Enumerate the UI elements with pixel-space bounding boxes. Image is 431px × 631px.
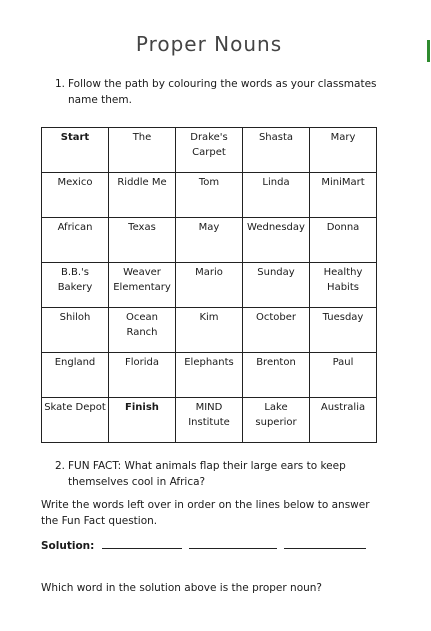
grid-cell[interactable]: October xyxy=(243,308,310,353)
grid-cell[interactable]: Donna xyxy=(310,218,377,263)
grid-cell[interactable]: B.B.'s Bakery xyxy=(42,263,109,308)
answer-blank-2[interactable] xyxy=(189,537,277,549)
grid-cell[interactable]: Mary xyxy=(310,128,377,173)
grid-row xyxy=(42,128,377,173)
answer-blank-1[interactable] xyxy=(102,537,182,549)
grid-cell[interactable]: Weaver Elementary xyxy=(109,263,176,308)
grid-row xyxy=(42,308,377,353)
grid-cell[interactable]: Kim xyxy=(176,308,243,353)
grid-cell[interactable]: Healthy Habits xyxy=(310,263,377,308)
grid-cell[interactable]: Paul xyxy=(310,353,377,398)
grid-cell[interactable]: May xyxy=(176,218,243,263)
grid-row xyxy=(42,173,377,218)
grid-cell[interactable]: Ocean Ranch xyxy=(109,308,176,353)
word-grid xyxy=(41,127,377,443)
grid-cell[interactable]: Australia xyxy=(310,398,377,443)
grid-cell[interactable]: Tuesday xyxy=(310,308,377,353)
grid-cell[interactable]: Shasta xyxy=(243,128,310,173)
grid-cell[interactable]: Brenton xyxy=(243,353,310,398)
grid-cell[interactable]: Shiloh xyxy=(42,308,109,353)
grid-cell[interactable]: Skate Depot xyxy=(42,398,109,443)
grid-cell[interactable]: African xyxy=(42,218,109,263)
grid-cell[interactable]: Riddle Me xyxy=(109,173,176,218)
grid-row xyxy=(42,353,377,398)
final-question: Which word in the solution above is the proper noun? xyxy=(41,582,323,594)
page-title: Proper Nouns xyxy=(135,32,283,56)
grid-cell[interactable]: Lake superior xyxy=(243,398,310,443)
grid-cell[interactable]: Wednesday xyxy=(243,218,310,263)
grid-cell[interactable]: Drake's Carpet xyxy=(176,128,243,173)
grid-cell[interactable]: The xyxy=(109,128,176,173)
grid-cell[interactable]: Florida xyxy=(109,353,176,398)
grid-cell[interactable]: Finish xyxy=(109,398,176,443)
answer-blank-3[interactable] xyxy=(284,537,366,549)
grid-cell[interactable]: Sunday xyxy=(243,263,310,308)
instructions-text: Write the words left over in order on the lines below to answer the Fun Fact question. xyxy=(41,499,370,527)
edge-mark xyxy=(427,40,430,62)
grid-cell[interactable]: Linda xyxy=(243,173,310,218)
grid-cell[interactable]: MIND Institute xyxy=(176,398,243,443)
solution-line xyxy=(41,537,366,554)
solution-label: Solution: xyxy=(41,540,95,552)
question-1-text: Follow the path by colouring the words as your classmates name them. xyxy=(68,78,377,106)
grid-cell[interactable]: Mexico xyxy=(42,173,109,218)
grid-row xyxy=(42,218,377,263)
grid-row xyxy=(42,263,377,308)
grid-cell[interactable]: Start xyxy=(42,128,109,173)
grid-cell[interactable]: Elephants xyxy=(176,353,243,398)
grid-cell[interactable]: Mario xyxy=(176,263,243,308)
grid-cell[interactable]: MiniMart xyxy=(310,173,377,218)
question-2-number: 2. xyxy=(55,460,66,472)
grid-row xyxy=(42,398,377,443)
grid-cell[interactable]: Tom xyxy=(176,173,243,218)
grid-cell[interactable]: Texas xyxy=(109,218,176,263)
question-1-number: 1. xyxy=(55,78,66,90)
question-2-text: FUN FACT: What animals flap their large ears to keep themselves cool in Africa? xyxy=(68,460,346,488)
grid-cell[interactable]: England xyxy=(42,353,109,398)
